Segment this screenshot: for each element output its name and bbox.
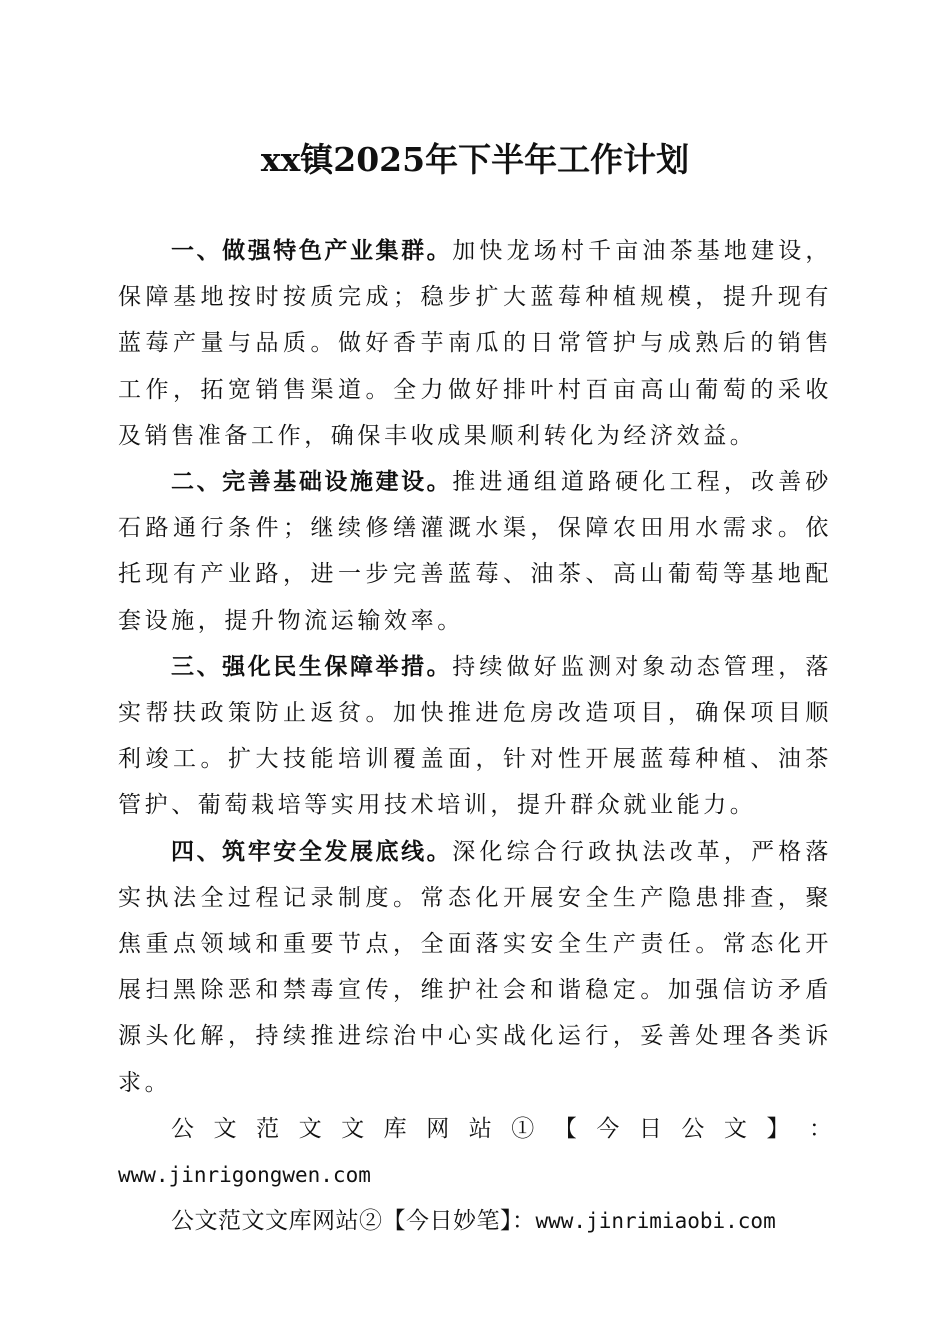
- section-1-text: 加快龙场村千亩油茶基地建设，保障基地按时按质完成；稳步扩大蓝莓种植规模，提升现有蓝莓产量与品质。做好香芋南瓜的日常管护与成熟后的销售工作，拓宽销售渠道。全力做好排叶村百亩高山葡萄的采收及销售准备工作，确保丰收成果顺利转化为经济效益。: [118, 238, 832, 449]
- footer-site1-label: 公 文 范 文 文 库 网 站 ① 【 今 日 公 文 】 ：: [171, 1115, 832, 1142]
- section-4-text: 深化综合行政执法改革，严格落实执法全过程记录制度。常态化开展安全生产隐患排查，聚焦重点领域和重要节点，全面落实安全生产责任。常态化开展扫黑除恶和禁毒宣传，维护社会和谐稳定。加强信访矛盾源头化解，持续推进综治中心实战化运行，妥善处理各类诉求。: [118, 838, 832, 1096]
- footer-site2-url[interactable]: www.jinrimiaobi.com: [535, 1209, 776, 1234]
- footer-site2-label: 公文范文文库网站②【今日妙笔】：: [171, 1208, 536, 1235]
- section-2-text: 推进通组道路硬化工程，改善砂石路通行条件；继续修缮灌溉水渠，保障农田用水需求。依托现有产业路，进一步完善蓝莓、油茶、高山葡萄等基地配套设施，提升物流运输效率。: [118, 469, 832, 634]
- document-body: [118, 228, 832, 1244]
- footer-site1-url[interactable]: www.jinrigongwen.com: [118, 1163, 371, 1188]
- section-3-heading: 三、强化民生保障举措。: [171, 653, 453, 680]
- section-2: [118, 459, 832, 644]
- document-title: xx镇2025年下半年工作计划: [260, 140, 690, 179]
- section-1: [118, 228, 832, 459]
- section-1-heading: 一、做强特色产业集群。: [171, 238, 453, 264]
- section-4: [118, 829, 832, 1106]
- section-4-heading: 四、筑牢安全发展底线。: [171, 838, 453, 865]
- footer-site2: [118, 1198, 832, 1244]
- section-3: [118, 644, 832, 829]
- section-3-text: 持续做好监测对象动态管理，落实帮扶政策防止返贫。加快推进危房改造项目，确保项目顺利竣工。扩大技能培训覆盖面，针对性开展蓝莓种植、油茶管护、葡萄栽培等实用技术培训，提升群众就业能力。: [118, 653, 832, 819]
- section-2-heading: 二、完善基础设施建设。: [171, 469, 453, 496]
